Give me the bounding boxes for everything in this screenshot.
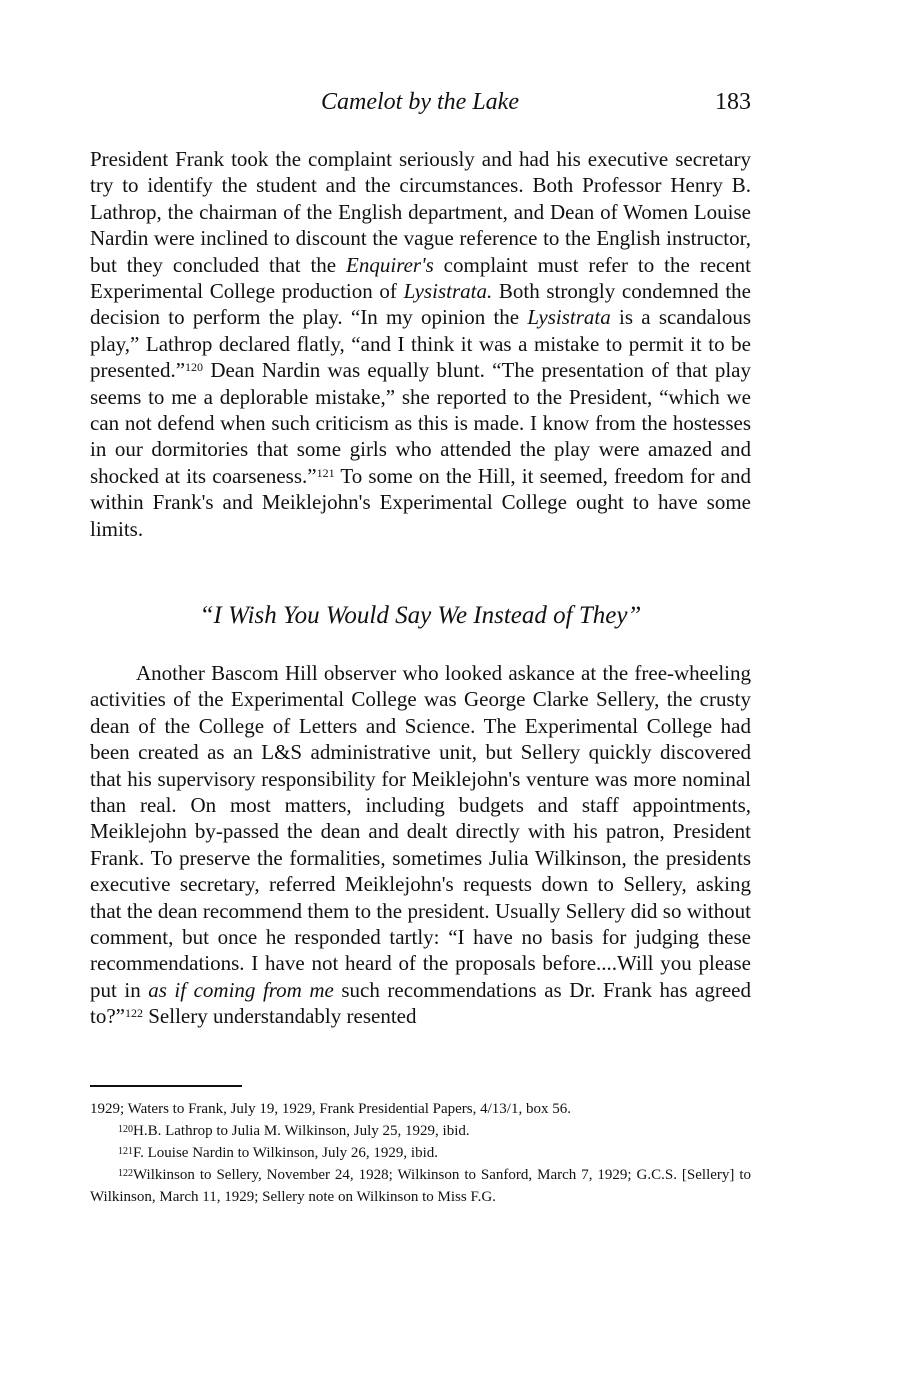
p1-italic-lysistrata-1: Lysistrata. (403, 279, 493, 304)
footnotes (90, 1098, 751, 1208)
p1-text-3: Both strongly condemned the decision to perform the play. “In my opinion the (90, 279, 751, 330)
footnote-continued: 1929; Waters to Frank, July 19, 1929, Frank Presidential Papers, 4/13/1, box 56. (90, 1101, 571, 1117)
footnote-122 (90, 1164, 751, 1208)
footnote-ref-122: 122 (124, 1006, 143, 1021)
p1-text-1: President Frank took the complaint seriously and had his executive secretary try to identify the student and the circumstances. Both Professor Henry B. Lathrop, the chairman of the English department, and Dean of Women Louise Nardin were inclined to discount the vague reference to the English instructor, but they concluded that the (90, 147, 751, 277)
p1-italic-enquirer: Enquirer's (346, 252, 434, 277)
footnote-text-122: Wilkinson to Sellery, November 24, 1928; Wilkinson to Sanford, March 7, 1929; G.C.S. [Sellery] to Wilkinson, March 11, 1929; Sellery note on Wilkinson to Miss F.G. (90, 1167, 751, 1205)
page-number: 183 (715, 89, 751, 115)
section-heading: “I Wish You Would Say We Instead of They” (199, 602, 642, 629)
footnote-text-121: F. Louise Nardin to Wilkinson, July 26, 1929, ibid. (133, 1145, 439, 1161)
p1-italic-lysistrata-2: Lysistrata (527, 305, 611, 330)
footnote-text-120: H.B. Lathrop to Julia M. Wilkinson, July 25, 1929, ibid. (133, 1123, 470, 1139)
running-title: Camelot by the Lake (321, 89, 519, 115)
footnote-ref-121: 121 (316, 465, 335, 480)
footnote-ref-120: 120 (185, 360, 204, 375)
p2-text-1: Another Bascom Hill observer who looked askance at the free-wheeling activities of the Experimental College was George Clarke Sellery, the crusty dean of the College of Letters and Science. The Experimental College had been created as an L&S administrative unit, but Sellery quickly discovered that his supervisory responsibility for Meiklejohn's venture was more nominal than real. On most matters, including budgets and staff appointments, Meiklejohn by-passed the dean and dealt directly with his patron, President Frank. To preserve the formalities, sometimes Julia Wilkinson, the presidents executive secretary, referred Meiklejohn's requests down to Sellery, asking that the dean recommend them to the president. Usually Sellery did so without comment, but once he responded tartly: “I have no basis for judging these recommendations. I have not heard of the proposals before....Will you please put in (90, 661, 751, 1002)
paragraph-1 (90, 146, 751, 542)
p1-text-6: To some on the Hill, it seemed, freedom for and within Frank's and Meiklejohn's Experimental College ought to have some limits. (90, 463, 751, 541)
p1-text-5: Dean Nardin was equally blunt. “The presentation of that play seems to me a deplorable mistake,” she reported to the President, “which we can not defend when such criticism as this is made. I know from the hostesses in our dormitories that some girls who attended the play were amazed and shocked at its coarseness.” (90, 358, 751, 488)
p1-text-2: complaint must refer to the recent Experimental College production of (90, 252, 751, 304)
p2-text-3: Sellery understandably resented (142, 1004, 417, 1029)
footnote-number-122: 122 (118, 1168, 133, 1179)
paragraph-2 (90, 660, 751, 1030)
p2-italic-emphasis: as if coming from me (148, 977, 334, 1002)
footnote-number-121: 121 (118, 1146, 133, 1157)
footnote-rule (90, 1085, 242, 1087)
p2-text-2: such recommendations as Dr. Frank has agreed to?” (90, 977, 751, 1029)
footnote-120 (90, 1120, 751, 1142)
footnote-number-120: 120 (118, 1124, 133, 1135)
p1-text-4: is a scandalous play,” Lathrop declared flatly, “and I think it was a mistake to permit it to be presented.” (90, 305, 751, 383)
footnote-121 (90, 1142, 751, 1164)
